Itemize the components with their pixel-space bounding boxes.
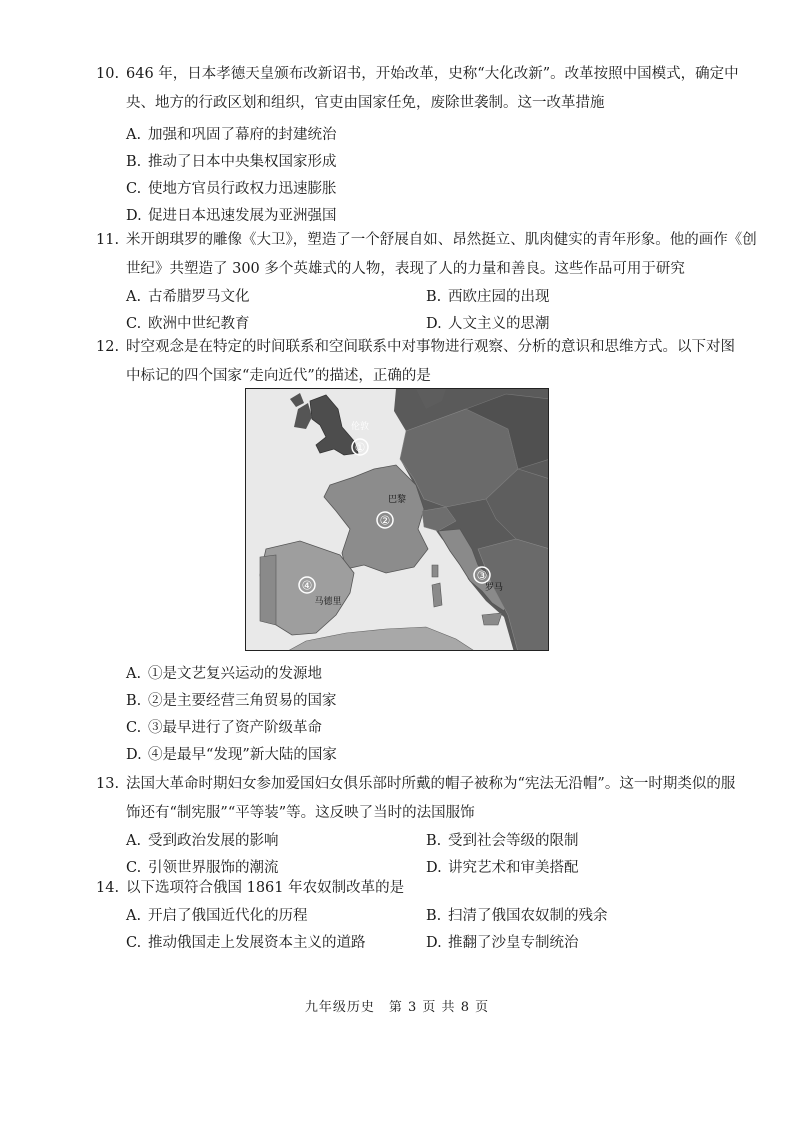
question-11 [96,226,757,338]
option-letter: A. [126,666,142,682]
city-paris: 巴黎 [387,495,407,505]
option-a [96,661,726,688]
option-b [96,688,726,715]
option-text: 推翻了沙皇专制统治 [448,935,579,951]
option-row [96,284,726,311]
option-letter: C. [126,935,142,951]
option-text: 西欧庄园的出现 [448,289,550,305]
question-stem-line [96,770,736,799]
question-number: 14. [96,880,120,896]
portugal [260,555,276,625]
option-text: ②是主要经营三角贸易的国家 [148,693,337,709]
option-b [96,149,726,176]
question-10 [96,60,739,230]
option-letter: D. [426,935,442,951]
option-letter: B. [126,693,142,709]
option-c [126,930,426,957]
option-text: 欧洲中世纪教育 [148,316,250,332]
corsica [432,565,438,577]
option-letter: C. [126,316,142,332]
city-madrid: 马德里 [314,597,342,607]
option-letter: B. [426,908,442,924]
question-stem-line: 世纪》共塑造了 300 多个英雄式的人物，表现了人的力量和善良。这些作品可用于研究 [126,261,685,277]
option-text: 扫清了俄国农奴制的残余 [448,908,608,924]
option-row [96,930,726,957]
option-letter: A. [126,833,142,849]
sardinia [432,583,442,607]
stem-text: 以下选项符合俄国 1861 年农奴制改革的是 [126,880,405,896]
option-letter: D. [426,316,442,332]
option-a [126,828,426,855]
marker-1: ① [354,440,366,455]
option-letter: D. [126,747,142,763]
option-text: 引领世界服饰的潮流 [148,860,279,876]
option-text: 讲究艺术和审美搭配 [448,860,579,876]
option-text: 人文主义的思潮 [448,316,550,332]
question-13 [96,770,736,882]
option-letter: B. [126,154,142,170]
option-text: 推动俄国走上发展资本主义的道路 [148,935,366,951]
option-letter: D. [426,860,442,876]
option-c [96,176,726,203]
option-b [426,903,726,930]
option-d [426,930,726,957]
question-stem-line [96,874,726,903]
option-letter: C. [126,181,142,197]
marker-4: ④ [301,578,313,593]
question-number: 10. [96,66,120,82]
option-text: 受到政治发展的影响 [148,833,279,849]
marker-3: ③ [476,568,488,583]
option-a [96,122,726,149]
option-letter: A. [126,127,142,143]
option-letter: C. [126,860,142,876]
option-text: 古希腊罗马文化 [148,289,250,305]
option-a [126,284,426,311]
option-text: 开启了俄国近代化的历程 [148,908,308,924]
option-d [96,742,726,769]
option-text: 推动了日本中央集权国家形成 [148,154,337,170]
option-row [96,828,726,855]
option-text: 受到社会等级的限制 [448,833,579,849]
map-graphic [246,389,549,651]
option-b [426,284,726,311]
option-c [96,715,726,742]
question-stem-line: 中标记的四个国家“走向近代”的描述，正确的是 [126,368,431,384]
stem-text: 法国大革命时期妇女参加爱国妇女俱乐部时所戴的帽子被称为“宪法无沿帽”。这一时期类似的服 [126,776,736,792]
city-rome: 罗马 [484,583,504,593]
option-text: 加强和巩固了幕府的封建统治 [148,127,337,143]
question-14 [96,874,726,957]
question-stem-line [96,60,739,89]
city-london: 伦敦 [350,422,370,432]
question-number: 11. [96,232,120,248]
option-letter: B. [426,289,442,305]
question-number: 12. [96,339,120,355]
question-stem-line: 饰还有“制宪服”“平等装”等。这反映了当时的法国服饰 [126,805,475,821]
option-letter: D. [126,208,142,224]
question-number: 13. [96,776,120,792]
option-letter: B. [426,833,442,849]
stem-text: 时空观念是在特定的时间联系和空间联系中对事物进行观察、分析的意识和思维方式。以下对图 [126,339,735,355]
question-12-options [96,661,726,769]
question-stem-line [96,226,757,255]
question-12 [96,333,735,391]
question-stem-line [96,333,735,362]
page-footer: 九年级历史 第 3 页 共 8 页 [304,1000,490,1015]
option-b [426,828,726,855]
option-text: ③最早进行了资产阶级革命 [148,720,322,736]
europe-map [245,388,549,651]
question-stem-line: 央、地方的行政区划和组织，官吏由国家任免，废除世袭制。这一改革措施 [126,95,605,111]
option-letter: C. [126,720,142,736]
option-a [126,903,426,930]
stem-text: 646 年，日本孝德天皇颁布改新诏书，开始改革，史称“大化改新”。改革按照中国模式，确定中 [126,66,739,82]
option-text: ①是文艺复兴运动的发源地 [148,666,322,682]
option-letter: A. [126,908,142,924]
option-text: 使地方官员行政权力迅速膨胀 [148,181,337,197]
option-text: ④是最早“发现”新大陆的国家 [148,747,337,763]
option-letter: A. [126,289,142,305]
option-row [96,903,726,930]
marker-2: ② [379,513,391,528]
stem-text: 米开朗琪罗的雕像《大卫》，塑造了一个舒展自如、昂然挺立、肌肉健实的青年形象。他的画作《创 [126,232,757,248]
option-text: 促进日本迅速发展为亚洲强国 [148,208,337,224]
